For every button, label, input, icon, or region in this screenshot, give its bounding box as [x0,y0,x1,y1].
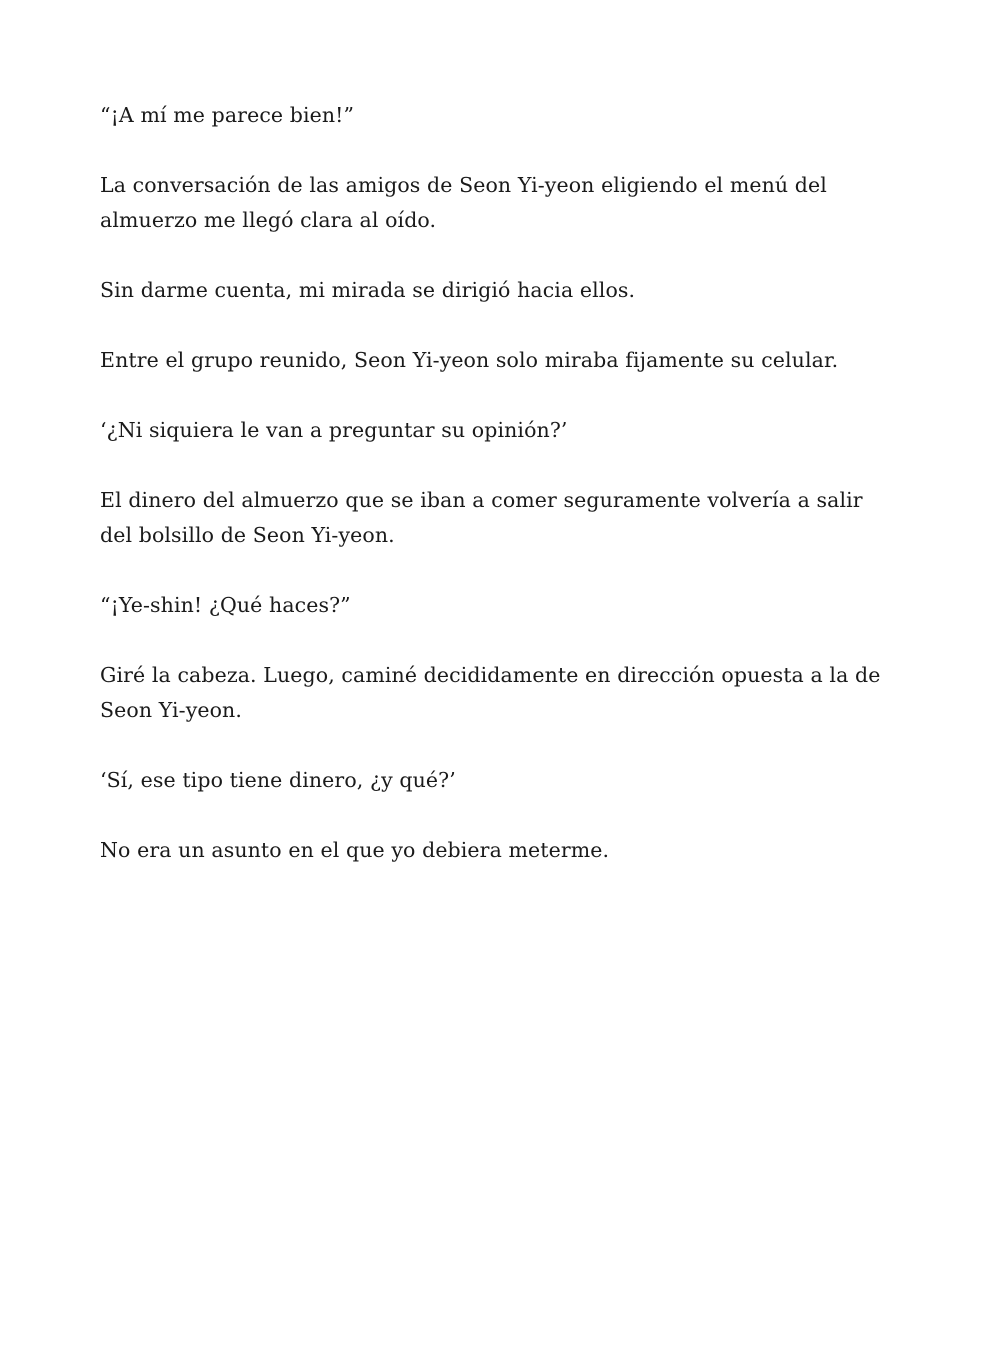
paragraph-3: Sin darme cuenta, mi mirada se dirigió hacia ellos. [100,278,636,302]
paragraph-1: “¡A mí me parece bien!” [100,103,355,127]
paragraph-8: Giré la cabeza. Luego, caminé decididamente en dirección opuesta a la de Seon Yi-yeon. [100,663,881,722]
document-body [100,98,900,903]
paragraph-6: El dinero del almuerzo que se iban a comer seguramente volvería a salir del bolsillo de Seon Yi-yeon. [100,488,863,547]
paragraph-9: ‘Sí, ese tipo tiene dinero, ¿y qué?’ [100,768,456,792]
paragraph-2: La conversación de las amigos de Seon Yi-yeon eligiendo el menú del almuerzo me llegó clara al oído. [100,173,827,232]
paragraph-10: No era un asunto en el que yo debiera meterme. [100,838,610,862]
paragraph-7: “¡Ye-shin! ¿Qué haces?” [100,593,351,617]
paragraph-5: ‘¿Ni siquiera le van a preguntar su opinión?’ [100,418,568,442]
paragraph-4: Entre el grupo reunido, Seon Yi-yeon solo miraba fijamente su celular. [100,348,839,372]
